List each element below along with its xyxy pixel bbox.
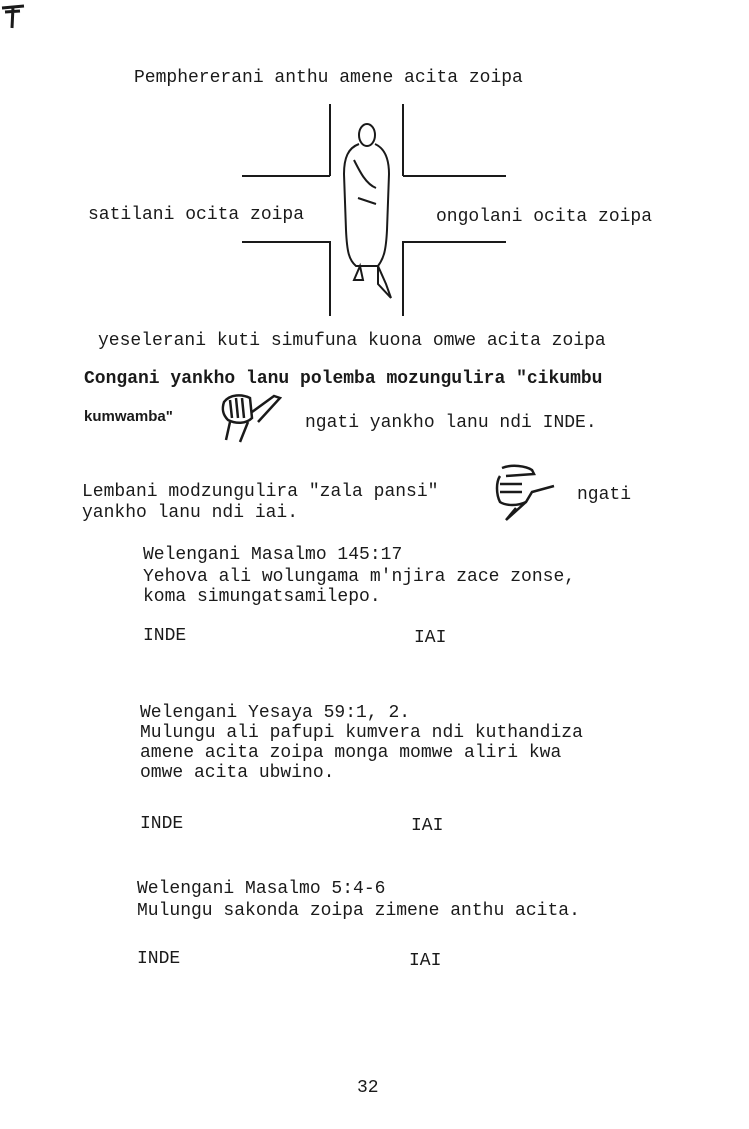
thumbs-up-icon	[218, 390, 282, 446]
figure-right-label: ongolani ocita zoipa	[436, 207, 653, 227]
question-3-yes-option[interactable]: INDE	[137, 949, 181, 969]
thumbs-down-instruction-line2: yankho lanu ndi iai.	[82, 503, 299, 523]
figure-left-label: satilani ocita zoipa	[88, 205, 305, 225]
figure-bottom-label: yeselerani kuti simufuna kuona omwe acita zoipa	[98, 331, 606, 351]
thumbs-up-instruction-line2: kumwamba"	[84, 408, 173, 425]
thumbs-down-icon	[492, 462, 558, 524]
person-icon	[344, 124, 391, 298]
thumbs-down-instruction-line1: Lembani modzungulira "zala pansi"	[82, 482, 439, 502]
question-2-reference: Welengani Yesaya 59:1, 2.	[140, 703, 411, 723]
thumbs-down-instruction-tail: ngati	[577, 485, 632, 505]
question-1-yes-option[interactable]: INDE	[143, 626, 187, 646]
question-1-reference: Welengani Masalmo 145:17	[143, 545, 403, 565]
thumbs-up-instruction-tail: ngati yankho lanu ndi INDE.	[305, 413, 597, 433]
page-number: 32	[357, 1078, 379, 1098]
thumbs-up-instruction-line1: Congani yankho lanu polemba mozungulira "cikumbu	[84, 369, 603, 389]
question-2-yes-option[interactable]: INDE	[140, 814, 184, 834]
heading: Pemphererani anthu amene acita zoipa	[134, 68, 523, 88]
question-1-line-2: koma simungatsamilepo.	[143, 587, 381, 607]
question-2-line-3: omwe acita ubwino.	[140, 763, 335, 783]
question-3-no-option[interactable]: IAI	[409, 951, 442, 971]
question-2-line-1: Mulungu ali pafupi kumvera ndi kuthandiza	[140, 723, 583, 743]
question-3-reference: Welengani Masalmo 5:4-6	[137, 879, 386, 899]
question-1-no-option[interactable]: IAI	[414, 628, 447, 648]
question-3-line-1: Mulungu sakonda zoipa zimene anthu acita.	[137, 901, 580, 921]
question-2-line-2: amene acita zoipa monga momwe aliri kwa	[140, 743, 562, 763]
question-1-line-1: Yehova ali wolungama m'njira zace zonse,	[143, 567, 576, 587]
corner-mark-icon	[0, 0, 30, 32]
question-2-no-option[interactable]: IAI	[411, 816, 444, 836]
